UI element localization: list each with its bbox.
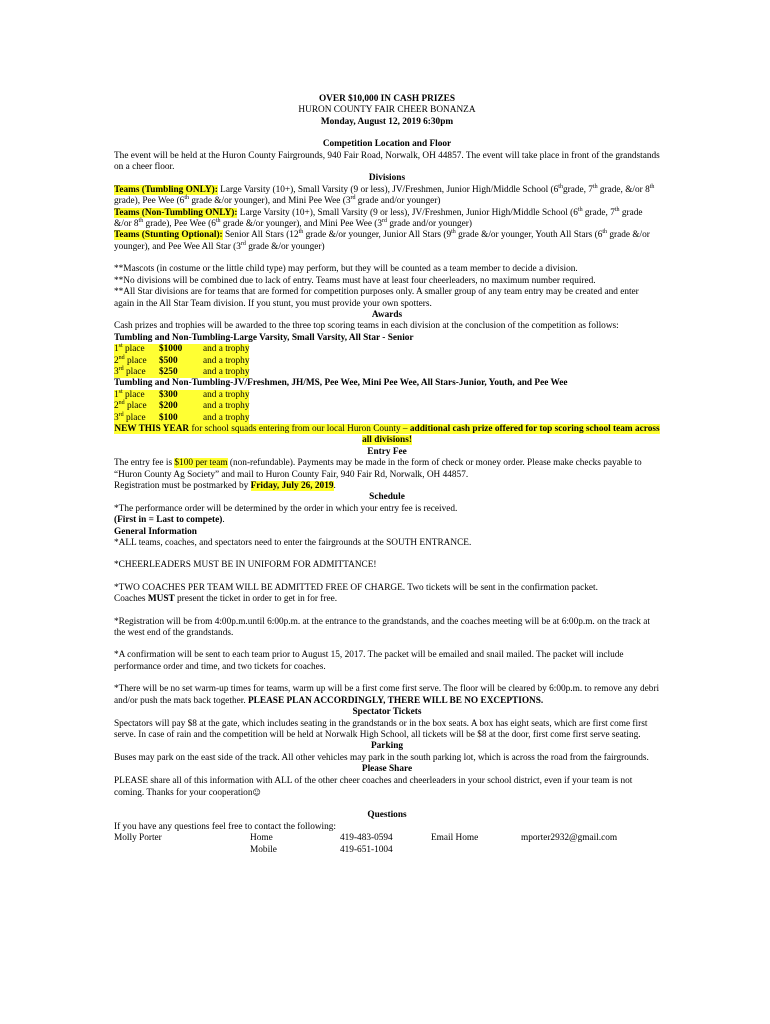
share-heading: Please Share	[361, 764, 413, 775]
entry-fee-text: The entry fee is $100 per team (non-refundable). Payments may be made in the form of check or money order. Please make checks payable to “Huron County Ag Society” and mail to Huron County Fair, 940 Fair Rd, Norwalk, OH 44857.	[114, 458, 642, 480]
smiley-icon: ☺	[252, 787, 261, 797]
prize-amount: $500	[159, 355, 178, 366]
prize-amount: $200	[159, 401, 178, 412]
place-label: 1st place	[114, 388, 145, 400]
place-label: 3rd place	[114, 411, 146, 423]
prize-extra: and a trophy	[203, 412, 250, 423]
place-label: 2nd place	[114, 400, 147, 412]
allstar-note: **All Star divisions are for teams that are formed for competition purposes only. A smaller group of any team entry may be created and enter again in the All Star Team division. If you stunt, you must provide your own spotters.	[114, 287, 639, 309]
prize-amount: $250	[159, 366, 178, 377]
place-label: 3rd place	[114, 365, 146, 377]
prize-amount: $1000	[159, 344, 183, 355]
prize-extra: and a trophy	[203, 344, 250, 355]
parking-heading: Parking	[370, 741, 404, 752]
awards-group1-list	[114, 344, 660, 378]
email-address: mporter2932@gmail.com	[521, 833, 618, 844]
new-bonus: additional cash prize offered for top scoring school team across all divisions!	[362, 423, 660, 446]
contact-name: Molly Porter	[114, 833, 162, 844]
prize-extra: and a trophy	[203, 366, 250, 377]
document	[114, 94, 660, 856]
coaches-note: *TWO COACHES PER TEAM WILL BE ADMITTED FREE OF CHARGE. Two tickets will be sent in the confirmation packet.	[114, 582, 598, 593]
entry-fee-heading: Entry Fee	[367, 446, 407, 457]
awards-heading: Awards	[371, 309, 403, 320]
uniform-note: *CHEERLEADERS MUST BE IN UNIFORM FOR ADMITTANCE!	[114, 560, 377, 571]
tumbling-label: Teams (Tumbling ONLY):	[114, 184, 218, 195]
first-in-note: (First in = Last to compete).	[114, 515, 225, 526]
coaches-ticket-note: Coaches MUST present the ticket in order to get in for free.	[114, 594, 338, 605]
prize-extra: and a trophy	[203, 389, 250, 400]
mobile-phone: 419-651-1004	[340, 844, 393, 855]
awards-group1-heading: Tumbling and Non-Tumbling-Large Varsity, Small Varsity, All Star - Senior	[114, 332, 414, 343]
new-label: NEW THIS YEAR	[114, 423, 190, 434]
share-text: PLEASE share all of this information with ALL of the other cheer coaches and cheerleaders in your school district, even if your team is not coming. Thanks for your cooperation☺	[114, 775, 633, 798]
place-label: 2nd place	[114, 354, 147, 366]
event-name: HURON COUNTY FAIR CHEER BONANZA	[298, 105, 476, 116]
prize-extra: and a trophy	[203, 355, 250, 366]
nontumbling-label: Teams (Non-Tumbling ONLY):	[114, 207, 238, 218]
south-entrance-note: *ALL teams, coaches, and spectators need to enter the fairgrounds at the SOUTH ENTRANCE.	[114, 538, 472, 549]
prize-extra: and a trophy	[203, 401, 250, 412]
warmup-note: *There will be no set warm-up times for teams, warm up will be a first come first serve. The floor will be cleared by 6:00p.m. to remove any debri and/or push the mats back together. PLEASE PLAN ACCORDINGLY, THERE WILL BE NO EXCEPTIONS.	[114, 684, 660, 706]
email-label: Email Home	[431, 833, 479, 844]
prize-row	[114, 413, 660, 424]
mascots-note: **Mascots (in costume or the little child type) may perform, but they will be counted as a team member to decide a division.	[114, 264, 578, 275]
awards-group2-list	[114, 390, 660, 424]
stunting-label: Teams (Stunting Optional):	[114, 230, 223, 241]
prize-row	[114, 356, 660, 367]
location-heading: Competition Location and Floor	[322, 139, 452, 150]
prize-row	[114, 390, 660, 401]
questions-intro: If you have any questions feel free to contact the following:	[114, 821, 337, 832]
registration-deadline: Registration must be postmarked by Friday, July 26, 2019.	[114, 481, 336, 491]
division-stunting: Teams (Stunting Optional): Senior All Stars (12th grade &/or younger, Junior All Stars (9th grade &/or younger, Youth All Stars (6th grade &/or younger), and Pee Wee All Star (3rd grade &/or younger)	[114, 229, 650, 252]
division-nontumbling: Teams (Non-Tumbling ONLY): Large Varsity (10+), Small Varsity (9 or less), JV/Freshmen, Junior High/Middle School (6th grade, 7th grade &/or 8th grade), Pee Wee (6th grade &/or younger), and Mini Pee Wee (3rd grade and/or younger)	[114, 206, 643, 230]
general-info-heading: General Information	[114, 526, 197, 537]
questions-heading: Questions	[367, 810, 407, 821]
page-title: OVER $10,000 IN CASH PRIZES	[318, 94, 456, 104]
divisions-heading: Divisions	[368, 173, 406, 184]
home-label: Home	[250, 833, 273, 844]
schedule-heading: Schedule	[369, 492, 405, 503]
prize-amount: $100	[159, 412, 178, 423]
contact-row-mobile	[114, 845, 660, 856]
event-date: Monday, August 12, 2019 6:30pm	[320, 116, 454, 127]
performance-order: *The performance order will be determined by the order in which your entry fee is received.	[114, 503, 458, 514]
spectator-text: Spectators will pay $8 at the gate, which includes seating in the grandstands or in the box seats. A box has eight seats, which are first come first serve. In case of rain and the competition will be held at Norwalk High School, all tickets will be $8 at the door, first come first serve seating.	[114, 718, 648, 740]
prize-amount: $300	[159, 389, 178, 400]
contact-row	[114, 833, 660, 844]
new-this-year: NEW THIS YEAR for school squads entering from our local Huron County – additional cash prize offered for top scoring school team across all divisions!	[114, 423, 660, 446]
location-text: The event will be held at the Huron County Fairgrounds, 940 Fair Road, Norwalk, OH 44857. The event will take place in front of the grandstands on a cheer floor.	[114, 150, 660, 173]
entry-fee-amount: $100 per team	[174, 458, 228, 469]
mobile-label: Mobile	[250, 844, 277, 855]
prize-row	[114, 344, 660, 355]
prize-row	[114, 401, 660, 412]
division-tumbling: Teams (Tumbling ONLY): Large Varsity (10+), Small Varsity (9 or less), JV/Freshmen, Junior High/Middle School (6thgrade, 7th grade, &/or 8th grade), Pee Wee (6th grade &/or younger), and Mini Pee Wee (3rd grade and/or younger)	[114, 183, 655, 207]
registration-time-note: *Registration will be from 4:00p.m.until 6:00p.m. at the entrance to the grandstands, and the coaches meeting will be at 6:00p.m. on the track at the west end of the grandstands.	[114, 616, 650, 639]
spectator-heading: Spectator Tickets	[352, 707, 422, 718]
place-label: 1st place	[114, 343, 145, 355]
combined-note: **No divisions will be combined due to lack of entry. Teams must have at least four cheerleaders, no maximum number required.	[114, 275, 596, 286]
deadline-date: Friday, July 26, 2019	[250, 481, 334, 491]
awards-intro: Cash prizes and trophies will be awarded to the three top scoring teams in each division at the conclusion of the competition as follows:	[114, 321, 619, 332]
home-phone: 419-483-0594	[340, 833, 393, 844]
parking-text: Buses may park on the east side of the track. All other vehicles may park in the south parking lot, which is across the road from the fairgrounds.	[114, 752, 649, 763]
confirmation-note: *A confirmation will be sent to each team prior to August 15, 2017. The packet will be emailed and snail mailed. The packet will include performance order and time, and two tickets for coaches.	[114, 650, 624, 672]
awards-group2-heading: Tumbling and Non-Tumbling-JV/Freshmen, JH/MS, Pee Wee, Mini Pee Wee, All Stars-Junior, Youth, and Pee Wee	[114, 378, 568, 389]
prize-row	[114, 367, 660, 378]
